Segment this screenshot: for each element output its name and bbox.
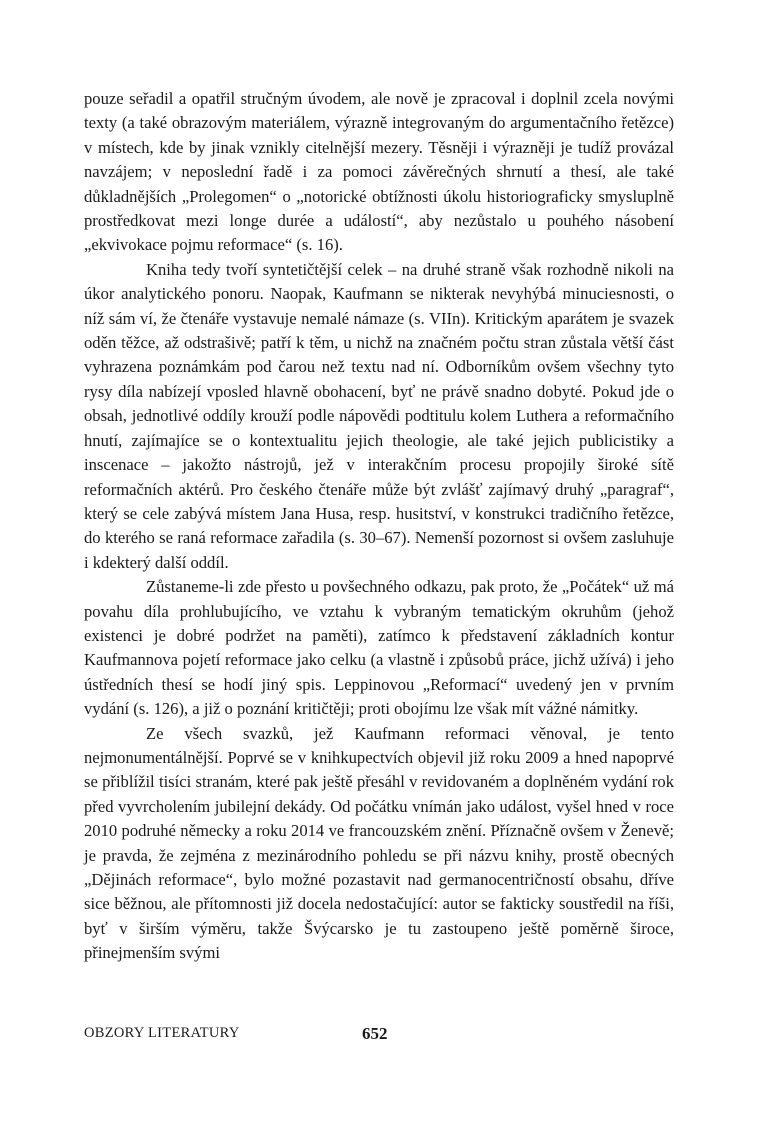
- page-footer: [84, 1025, 674, 1049]
- paragraph-4: Ze všech svazků, jež Kaufmann reformaci věnoval, je tento nejmonumentálnější. Poprvé se v knihkupectvích objevil již roku 2009 a hned napoprvé se přiblížil tisíci stranám, které pak ještě přesáhl v revidovaném a doplněném vydání rok před vyvrcholením jubilejní dekády. Od počátku vnímán jako událost, vyšel hned v roce 2010 podruhé německy a roku 2014 ve francouzském znění. Příznačně ovšem v Ženevě; je pravda, že zejména z mezinárodního pohledu se při názvu knihy, prostě obecných „Dějinách reformace“, bylo možné pozastavit nad germanocentričností obsahu, dříve sice běžnou, ale přítomnosti již docela nedostačující: autor se fakticky soustředil na říši, byť v širším výměru, takže Švýcarsko je tu zastoupeno ještě poměrně široce, přinejmenším svými: [84, 723, 674, 963]
- paragraph-1: pouze seřadil a opatřil stručným úvodem, ale nově je zpracoval i doplnil zcela novými texty (a také obrazovým materiálem, výrazně integrovaným do argumentačního řetězce) v místech, kde by jinak vznikly citelnější mezery. Těsněji i výrazněji je tudíž provázal navzájem; v neposlední řadě i za pomoci závěrečných shrnutí a thesí, ale také důkladnějších „Prolegomen“ o „notorické obtížnosti úkolu historiograficky smysluplně prostředkovat mezi longe durée a událostí“, aby nezůstalo u pouhého násobení „ekvivokace pojmu reformace“ (s. 16).: [84, 89, 674, 255]
- journal-name: OBZORY LITERATURY: [84, 1025, 240, 1041]
- paragraph-3: Zůstaneme-li zde přesto u povšechného odkazu, pak proto, že „Počátek“ už má povahu díla prohlubujícího, ve vztahu k vybraným tematickým okruhům (jehož existenci je dobré podržet na paměti), zatímco k představení základních kontur Kaufmannova pojetí reformace jako celku (a vlastně i způsobů práce, jichž užívá) i jeho ústředních thesí se hodí jiný spis. Leppinovou „Reformací“ uvedený jen v prvním vydání (s. 126), a již o poznání kritičtěji; proti obojímu lze však mít vážné námitky.: [84, 577, 674, 719]
- page-number: 652: [362, 1024, 388, 1043]
- paragraph-2: Kniha tedy tvoří syntetičtější celek – na druhé straně však rozhodně nikoli na úkor analytického ponoru. Naopak, Kaufmann se nikterak nevyhýbá minuciesnosti, o níž sám ví, že čtenáře vystavuje nemalé námaze (s. VIIn). Kritickým aparátem je svazek oděn těžce, až odstrašivě; patří k těm, u nichž na značném počtu stran zůstala větší část vyhrazena poznámkám pod čarou než textu nad ní. Odborníkům ovšem všechny tyto rysy díla nabízejí vposled hlavně obohacení, byť ne právě snadno dobyté. Pokud jde o obsah, jednotlivé oddíly krouží podle nápovědi podtitulu kolem Luthera a reformačního hnutí, zajímajíce se o kontextualitu jejich theologie, ale také jejich publicistiky a inscenace – jakožto nástrojů, jež v interakčním procesu propojily široké sítě reformačních aktérů. Pro českého čtenáře může být zvlášť zajímavý druhý „paragraf“, který se cele zabývá místem Jana Husa, resp. husitství, v konstrukci tradičního řetězce, do kterého se raná reformace zařadila (s. 30–67). Nemenší pozornost si ovšem zasluhuje i kdekterý další oddíl.: [84, 259, 674, 572]
- body-text: [84, 87, 674, 966]
